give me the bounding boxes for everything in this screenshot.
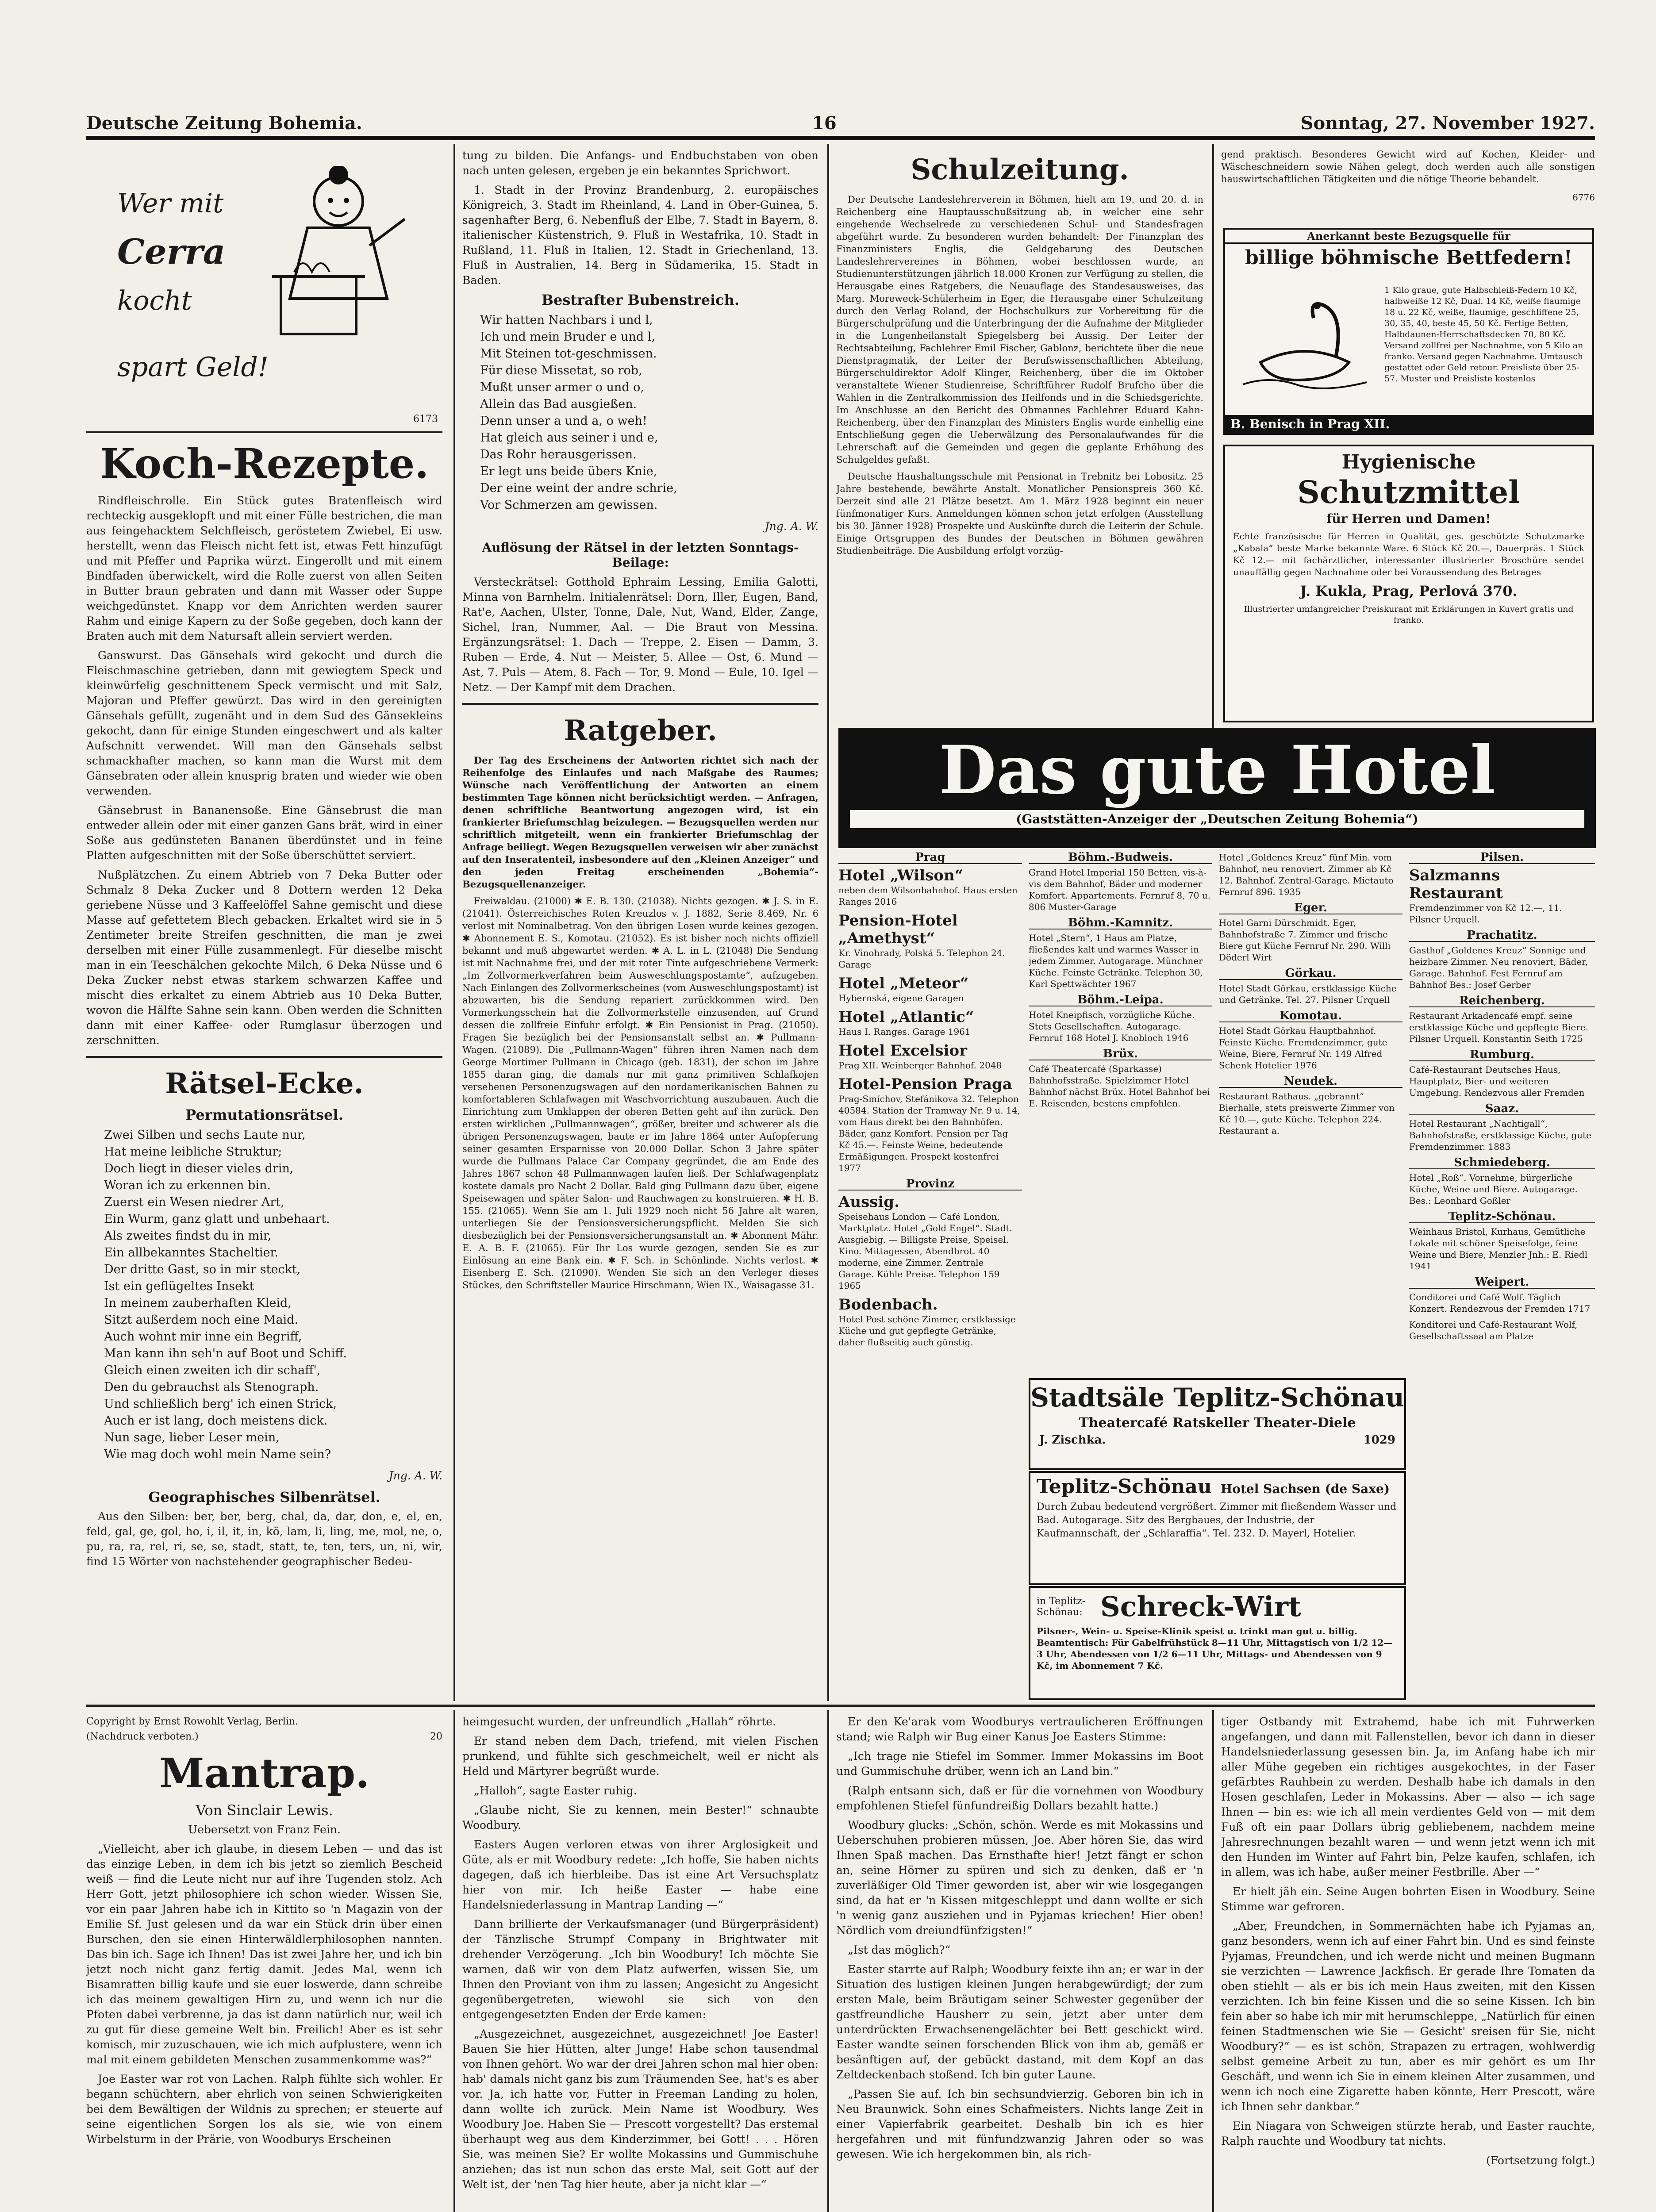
hotel-details: Prag XII. Weinberger Bahnhof. 2048 <box>838 1060 1002 1071</box>
cook-illustration-icon <box>254 166 423 356</box>
hotel-city-heading: Prag <box>838 852 1022 864</box>
hotel-name: Hotel Excelsior <box>838 1042 967 1060</box>
stadtsaele-title: Stadtsäle Teplitz-Schönau <box>1030 1382 1404 1413</box>
hotel-column-2 <box>1029 852 1212 1374</box>
ratgeber-text: Freiwaldau. (21000) ✱ E. B. 130. (21038). Nichts gezogen. ✱ J. S. in E. (21041). Österreichisches Roten Kreuzlos v. J. 1882, Serie 8.469, Nr. 6 verlost mit Nominalbetrag. Von den übrigen Losen wurde keines gezogen. ✱ Abonnement E. S., Komotau. (21052). Es ist bisher noch nichts offiziell bekannt und muß abgewartet werden. ✱ A. L. in L. (21048) Die Sendung ist mit Nachnahme frei, und der mit roter Tinte aufgeschriebene Vermerk: „Im Zollvormerkverfahren beim Ausweschlungspostamte“, aufzugeben. Nach Einlangen des Zollvormerkscheines (vom Ausweschlungspostamt) ist abzuwarten, bis die Sendung repariert zurückkommen wird. Den Vormerkungsschein hat die Zollvormerkstelle einzusenden, auf Grund dessen die zollfreie Einfuhr erfolgt. ✱ Ein Pensionist in Prag. (21050). Fragen Sie bezüglich bei der Pensionsanstalt selbst an. ✱ Pullmann-Wagen. (21089). Die „Pullmann-Wagen“ führen ihren Namen nach dem George Mortimer Pullmann in Chicago (geb. 1831), der schon im Jahre 1855 daran ging, die damals nur mit ganz primitiven Schlafkojen versehenen Personenzugswagen auf den nordamerikanischen Bahnen zu komfortableren Schlafwagen mit Waschvorrichtung auszubauen. Auch die Einrichtung zum Umklappen der oberen Betten geht auf ihn zurück. Den ersten wirklichen „Pullmannwagen“, größer, breiter und schwerer als die übrigen Personenzugswagen, baute er im Jahre 1864 unter Aufopferung seiner gesamten Ersparnisse von 20.000 Dollar. Schon 3 Jahre später wurde die Pullmans Palace Car Company gegründet, die am Ende des Jahres 1867 schon 48 Pullmannwagen laufen ließ. Der Schlafwagenplatz kostete damals pro Nacht 2 Dollar. Bald ging Pullmann dazu über, eigene Speisewagen und später Salon- und Rauchwagen zu konstruieren. ✱ H. B. 155. (21065). Wenn Sie am 1. Juli 1929 noch nicht 56 Jahre alt waren, unterliegen Sie der Pensionsversicherungspflicht. Melden Sie sich diesbezüglich bei der Pensionsversicherungsanstalt an. ✱ Abonnent Mähr. E. A. B. F. (21065). Für Ihr Los wurde gezogen, senden Sie es zur Einlösung an eine Bank ein. ✱ F. Sch. in Schönlinde. Nichts verlost. ✱ Eisenberg E. Sch. (21090). Wenden Sie sich an den Verleger dieses Stückes, den Schriftsteller Maurice Hirschmann, Wien IX., Waisagasse 31. <box>462 896 818 1290</box>
hotel-details: Weinhaus Bristol, Kurhaus, Gemütliche Lokale mit schöner Speisefolge, feine Weine und Biere, Menzler Jnh.: E. Riedl 1941 <box>1409 1226 1588 1271</box>
hotel-listing <box>1409 1103 1595 1152</box>
hotel-listing <box>1409 1211 1595 1272</box>
hotel-listing <box>1409 1157 1595 1206</box>
hotel-city-heading: Saaz. <box>1409 1103 1595 1115</box>
novel-paragraph: tiger Ostbandy mit Extrahemd, habe ich mit Fuhrwerken angefangen, und dann mit Fallenstellen, bevor ich dann in dieser Handelsniederlassung gesessen bin. Ja, im Anfang habe ich mir aller Mühe gegeben ein richtiges ausgekochtes, in der Faser gefärbtes Rauhbein zu werden. Deshalb habe ich damals in den Hosen geschlafen, Leder in Mokassins. Aber — also — ich sage Ihnen — bin es: wie ich all mein verdientes Geld von — mit dem Fuß oft ein paar Dollars übrig gebliebenem, nachdem meine Jahresrechnungen bezahlt waren — und wenn jetzt wenn ich mit den Hunden im Winter auf Fahrt bin, Pelze kaufen, schlafen, ich in allem, was ich habe, außer meiner Festbrille. Aber —“ <box>1221 1715 1595 1878</box>
column-4-top-text <box>1221 148 1595 223</box>
novel-paragraph: „Ich trage nie Stiefel im Sommer. Immer Mokassins im Boot und Gummischuhe drüber, wenn ich an Land bin.“ <box>836 1750 1203 1778</box>
novel-paragraph: Dann brillierte der Verkaufsmanager (und Bürgerpräsident) der Tänzlische Strumpf Company in Brightwater mit drehender Verzögerung. „Ich bin Woodbury! Ich möchte Sie warnen, daß wir von dem Platz aufwerfen, wissen Sie, um Ihnen den Proviant von ihm zu lassen; Angesicht zu Angesicht gegenübergetreten, wiewohl sie sich von den entgegengesetzten Enden der Erde kamen: <box>462 1918 818 2021</box>
hotel-details: Fremdenzimmer von Kč 12.—, 11. Pilsner Urquell. <box>1409 902 1562 925</box>
schreck-location: in Teplitz-Schönau: <box>1037 1595 1086 1618</box>
hotel-city-heading: Rumburg. <box>1409 1049 1595 1061</box>
hotel-name: Hotel-Pension Praga <box>838 1075 1012 1093</box>
hotel-listing <box>1409 1049 1595 1098</box>
hotel-name: Bodenbach. <box>838 1296 938 1313</box>
hotel-name: Aussig. <box>838 1193 899 1211</box>
recipe-paragraph: Rindfleischrolle. Ein Stück gutes Bratenfleisch wird rechteckig ausgeklopft und mit einer Fülle bestrichen, die man aus feingehacktem Selchfleisch, geröstetem Zwiebel, Ei usw. herstellt, wenn das Fleisch nicht fett ist, etwas Fett hinzufügt und mit Pfeffer und Paprika würzt. Eingerollt und mit einem Bindfaden überwickelt, wird die Rolle zuerst von allen Seiten in Butter braun gebraten und dann mit Wasser oder Suppe weichgedünstet. Knapp vor dem Anrichten werden saurer Rahm und einige Kapern zu der Soße gegeben, doch kann der Braten auch mit dem Natursaft allein serviert werden. <box>86 494 442 642</box>
novel-paragraph: Joe Easter war rot von Lachen. Ralph fühlte sich wohler. Er begann schüchtern, aber ehrlich von seinen Schwierigkeiten bei dem Bewältigen der Wildnis zu sprechen; er steuerte auf seine eigentlichen Sorgen los als sie, wie von einem Wirbelsturm in der Prärie, von Woodburys Erscheinen <box>86 2073 442 2146</box>
novel-paragraph: „Glaube nicht, Sie zu kennen, mein Bester!“ schnaubte Woodbury. <box>462 1804 818 1832</box>
hotel-listing <box>838 912 1022 970</box>
hotel-listing <box>1029 852 1212 913</box>
hotel-details: Restaurant Rathaus. „gebrannt“ Bierhalle, stets preiswerte Zimmer von Kč 10.—, gute Küche. Telephon 224. Restaurant a. <box>1219 1091 1395 1136</box>
copyright-line: Copyright by Ernst Rowohlt Verlag, Berlin. <box>86 1716 299 1727</box>
hotel-details: Hotel Kneipfisch, vorzügliche Küche. Stets Gesellschaften. Autogarage. Fernruf 168 Hotel J. Knobloch 1946 <box>1029 1010 1195 1043</box>
novel-column-3 <box>836 1714 1203 2212</box>
hotel-column-4 <box>1409 852 1595 1697</box>
puzzle-continuation: tung zu bilden. Die Anfangs- und Endbuchstaben von oben nach unten gelesen, ergeben je ein bekanntes Sprichwort. <box>462 149 818 177</box>
solutions-text: Versteckrätsel: Gotthold Ephraim Lessing, Emilia Galotti, Minna von Barnhelm. Initialenrätsel: Dorn, Iller, Eugen, Band, Rat'e, Aachen, Ulster, Tonne, Dale, Nut, Wand, Elder, Zange, Sichel, Iran, Nummer, Aal. — Die Braut von Messina. Ergänzungsrätsel: 1. Dach — Treppe, 2. Eisen — Damm, 3. Ruben — Erde, 4. Nut — Meister, 5. Allee — Ost, 6. Mund — Ast, 7. Puls — Atem, 8. Fach — Tor, 9. Mond — Eule, 10. Igel — Netz. — Der Kampf mit dem Drachen. <box>462 576 818 694</box>
hotel-city-heading: Neudek. <box>1219 1075 1402 1088</box>
hotel-details: Speisehaus London — Café London, Marktplatz. Hotel „Gold Engel“. Stadt. Ausgiebig. — Billigste Preise, Speisel. Kino. Mittagessen, Abendbrot. 40 moderne, eine Zimmer. Zentrale Garage. Kühle Preise. Telephon 159 1965 <box>838 1211 1012 1291</box>
novel-paragraph: „Passen Sie auf. Ich bin sechsundvierzig. Geboren bin ich in Neu Braunwick. Sohn eines Schafmeisters. Nichts lange Zeit in einer Vapierfabrik gearbeitet. Deshalb bin ich es hier hergefahren und mit fünfundzwanzig Jahren oder so was gewesen. Wie ich hergekommen bin, als rich- <box>836 2088 1203 2161</box>
hotel-details: Hotel „Stern“, 1 Haus am Platze, fließendes kalt und warmes Wasser in jedem Zimmer. Autogarage. Münchner Küche. Feinste Getränke. Telephon 30, Karl Spettwächter 1967 <box>1029 933 1203 989</box>
hotel-details: Hotel Restaurant „Nachtigall“, Bahnhofstraße, erstklassige Küche, gute Fremdenzimmer. 1883 <box>1409 1118 1592 1152</box>
hotel-details: Hotel „Roß“. Vornehme, bürgerliche Küche, Weine und Biere. Autogarage. Bes.: Leonhard Goßler <box>1409 1172 1578 1206</box>
hotel-details: Café Theatercafé (Sparkasse) Bahnhofsstraße. Spielzimmer Hotel Bahnhof nächst Brüx. Hotel Bahnhof bei E. Reisenden, bestens empfohlen. <box>1029 1064 1210 1109</box>
hotel-column-1 <box>838 852 1022 1697</box>
bubenstreich-heading: Bestrafter Bubenstreich. <box>541 292 740 308</box>
schutzmittel-text: Echte französische für Herren in Qualität, ges. geschützte Schutzmarke „Kabala“ beste Marke bekannte Ware. 6 Stück Kč 20.—, Dauerpräs. 1 Stück Kč 12.— mit fachärztlicher, interessanter illustrierter Broschüre sendet unauffällig gegen Nachnahme oder bei Voraussendung des Betrages <box>1233 531 1584 577</box>
bettfedern-firm: B. Benisch in Prag XII. <box>1225 415 1592 433</box>
cerra-slogan-line: spart Geld! <box>117 352 269 383</box>
stadtsaele-ad <box>1029 1378 1406 1470</box>
geo-puzzle-heading: Geographisches Silbenrätsel. <box>148 1489 380 1505</box>
hotel-city-heading: Görkau. <box>1219 968 1402 980</box>
hotel-sachsen-ad <box>1029 1471 1406 1585</box>
sachsen-city: Teplitz-Schönau <box>1037 1475 1212 1498</box>
column-3 <box>836 148 1203 723</box>
schutzmittel-footnote: Illustrierter umfangreicher Preiskurant mit Erklärungen in Kuvert gratis und franko. <box>1244 604 1574 625</box>
raetsel-ecke-heading: Rätsel-Ecke. <box>165 1067 364 1100</box>
schreck-text: Pilsner-, Wein- u. Speise-Klinik speist u. trinkt man gut u. billig. Beamtentisch: Für Gabelfrühstück 8—11 Uhr, Mittagstisch von 1/2 12—3 Uhr, Abendessen von 1/2 6—11 Uhr, Mittags- und Abendessen von 9 Kč, im Abonnement 7 Kč. <box>1037 1626 1393 1671</box>
bettfedern-ad <box>1223 228 1594 435</box>
masthead-page-number: 16 <box>812 113 837 134</box>
hotel-details: Hotel „Goldenes Kreuz“ fünf Min. vom Bahnhof, neu renoviert. Zimmer ab Kč 12. Bahnhof. Zentral-Garage. Mietauto Fernruf 896. 1935 <box>1219 852 1394 897</box>
column-rule <box>1212 144 1214 728</box>
cerra-brand: Cerra <box>117 232 226 272</box>
hotel-name: Salzmanns Restaurant <box>1409 867 1503 902</box>
hotel-city-heading: Prachatitz. <box>1409 929 1595 942</box>
novel-paragraph: (Ralph entsann sich, daß er für die vornehmen von Woodbury empfohlenen Stiefel fünfundreißig Dollars bezahlt hatte.) <box>836 1784 1203 1812</box>
hotel-listing <box>1409 929 1595 991</box>
hotel-listing <box>1409 1276 1595 1314</box>
schulzeitung-text: Der Deutsche Landeslehrerverein in Böhmen, hielt am 19. und 20. d. in Reichenberg eine Hauptausschußsitzung ab, in welcher eine sehr eingehende Wechselrede zu verschiedenen Schul- und Standesfragen abgeführt wurde. Zu besonderen wurden behandelt: Der Finanzplan des Finanzministers Englis, die Geldgebarung des Deutschen Landeslehrervereines in Böhmen, wobei beschlossen wurde, an Studienunterstützungen jährlich 18.000 Kronen zur Verfügung zu stellen, die Herausgabe eines Ratgebers, die Neuauflage des Standesausweises, das Marg. Moreweck-Schülerheim in Eger, die Herausgabe einer Schulzeitung durch den Verlag Roland, der Hochschulkurs zur Vorbereitung für die Bürgerschulprüfung und die Unterbringung der die Aufnahme der Mitglieder in die Lungenheilanstalt Spiegelsberg bei Aussig. Der Leiter der Rechtsabteilung, Fachlehrer Emil Fischer, Gablonz, berichtete über die neue Dienstpragmatik, der Leiter der Berufswissenschaftlichen Abteilung, Bürgerschuldirektor Adolf Klinger, Reichenberg, über die im Oktober veranstaltete Wiener Studienreise, Schriftführer Rudolf Brufcho über die Wahlen in die Zentralkommission des Heilfonds und in die Schiedsgerichte. Im Anschlusse an den Bericht des Obmannes Fachlehrer Eduard Kahn-Reichenberg, über den Finanzplan des Ministers Englis wurde einhellig eine Entschließung gegen die Ueberwälzung des Personalaufwandes für die Lehrerschaft auf die Gemeinden und gegen die geplante Erhöhung des Schulgeldes gefaßt. <box>836 194 1203 465</box>
cerra-slogan-line: Wer mit <box>117 188 224 219</box>
novel-author: Von Sinclair Lewis. <box>196 1802 333 1819</box>
novel-paragraph: Woodbury glucks: „Schön, schön. Werde es mit Mokassins und Ueberschuhen probieren müssen, Joe. Aber hören Sie, das wird Ihnen Spaß machen. Das Ernsthafte hier! Jetzt fängt er schon an, seine Hörner zu spüren und sich zu denken, daß er 'n zuverläßiger Old Timer geworden ist, aber wir wie losgegangen sind, da hat er 'n Kissen mitgeschleppt und dann wollte er sich 'n wenig ganz ausziehen und in Pyjamas kriechen! Hier oben! Nördlich vom dreiundfünfzigsten!“ <box>836 1819 1203 1937</box>
hotel-banner-title: Das gute Hotel <box>938 731 1496 809</box>
section-rule <box>86 1056 442 1058</box>
hotel-banner <box>838 728 1596 848</box>
schreck-title: Schreck-Wirt <box>1100 1590 1301 1623</box>
hotel-listing <box>838 1296 1022 1348</box>
masthead-paper-name: Deutsche Zeitung Bohemia. <box>86 113 362 134</box>
puzzle-signature: Jng. A. W. <box>388 1469 442 1482</box>
cerra-slogan <box>117 179 269 392</box>
hotel-listing <box>1219 902 1402 963</box>
ad-number: 6776 <box>1572 192 1595 203</box>
hotel-details: Gasthof „Goldenes Kreuz“ Sonnige und heizbare Zimmer. Neu renoviert, Bäder, Garage. Bahnhof. Fest Fernruf am Bahnhof Bes.: Josef Gerber <box>1409 945 1588 990</box>
ad-headline: billige böhmische Bettfedern! <box>1245 246 1572 269</box>
hotel-details: Kr. Vinohrady, Polská 5. Telephon 24. Garage <box>838 948 1005 970</box>
hotel-details: Conditorei und Café Wolf. Täglich Konzert. Rendezvous der Fremden 1717 <box>1409 1292 1591 1314</box>
recipe-paragraph: Ganswurst. Das Gänsehals wird gekocht und durch die Fleischmaschine getrieben, dann mit gewiegtem Speck und kleinwürfelig geschnittenem Speck vermischt und mit Salz, Majoran und Pfeffer gewürzt. Das wird in den gereinigten Gänsehals gefüllt, zugenäht und in dem Sud des Gänsekleins gekocht, dann für einige Stunden eingeschwert und als kalter Aufschnitt verwendet. Will man den Gänsehals selbst schmackhafter machen, so kann man die Wurst mit dem Gänsebraten oder allein knusprig braten und wieder wie oben verwenden. <box>86 649 442 797</box>
novel-translator: Uebersetzt von Franz Fein. <box>188 1823 341 1836</box>
permutation-heading: Permutationsrätsel. <box>185 1106 343 1123</box>
ratgeber-intro: Der Tag des Erscheinens der Antworten richtet sich nach der Reihenfolge des Einlaufes und nach Maßgabe des Raumes; Wünsche nach Veröffentlichung der Antworten an einem bestimmten Tage können nicht berücksichtigt werden. — Anfragen, denen schriftliche Beantwortung angezogen wird, ist ein frankierter Briefumschlag beizulegen. — Bezugsquellen werden nur schriftlich mitgeteilt, wenn ein frankierter Briefumschlag der Anfrage beiliegt. Wegen Bezugsquellen verweisen wir aber zunächst auf den Inseratenteil, insbesondere auf den „Kleinen Anzeiger“ und den jeden Freitag erscheinenden „Bohemia“-Bezugsquellenanzeiger. <box>462 755 818 890</box>
hotel-listing <box>1219 968 1402 1006</box>
newspaper-page <box>86 104 1595 2212</box>
ad-tagline: Hygienische <box>1341 451 1476 473</box>
hotel-name: Hotel „Wilson“ <box>838 867 964 884</box>
column-1 <box>86 148 442 1697</box>
hotel-listing <box>1219 1075 1402 1137</box>
ratgeber-heading: Ratgeber. <box>564 714 717 747</box>
novel-paragraph: „Vielleicht, aber ich glaube, in diesem Leben — und das ist das einzige Leben, in dem ich bis jetzt so ziemlich Bescheid weiß — find die Leute nicht nur auf ihre Tugenden stolz. Ach Herr Gott, jetzt philosophiere ich schon wieder. Wissen Sie, vor ein paar Jahren habe ich in Kittito so 'n Magazin von der Emilie Sf. Just gelesen und da war ein Stück drin über einen Burschen, den sie einen Hinterwäldlerphilosophen nannten. Das bin ich. Sage ich Ihnen! Das ist zwei Jahre her, und ich bin jetzt noch nicht ganz fertig damit. Jedes Mal, wenn ich Bisamratten billig kaufe und sie euer loswerde, dann schreibe ich das meinem gewaltigen Hirn zu, und wenn ich nur die Pfoten dabei verbrenne, ja das ist dann natürlich nur, weil ich zu gut für diese gemeine Welt bin. Freilich! Aber es ist sehr komisch, mir zuzuschauen, wie ich mich aufplustere, wenn ich mal mit einem gebildeten Menschen zusammenkomme was?“ <box>86 1843 442 2066</box>
hotel-details: Hotel Post schöne Zimmer, erstklassige Küche und gut gepflegte Getränke, daher flußseitig auch günstig. <box>838 1314 1016 1348</box>
novel-column-4 <box>1221 1714 1595 2212</box>
masthead-date: Sonntag, 27. November 1927. <box>1300 113 1595 134</box>
novel-paragraph: Ein Niagara von Schweigen stürzte herab, und Easter rauchte, Ralph rauchte und Woodbury tat nichts. <box>1221 2120 1595 2147</box>
column-2 <box>462 148 818 1697</box>
puzzle-list: 1. Stadt in der Provinz Brandenburg, 2. europäisches Königreich, 3. Stadt im Rheinland, 4. Land in Ober-Guinea, 5. sagenhafter Berg, 6. Nebenfluß der Elbe, 7. Stadt in Bayern, 8. italienischer Küstenstrich, 9. Fluß in Westafrika, 10. Stadt in Rußland, 11. Fluß in Italien, 12. Stadt in Griechenland, 13. Fluß in Australien, 14. Berg in Südamerika, 15. Stadt in Baden. <box>462 184 818 287</box>
hotel-details: Hotel Stadt Görkau Hauptbahnhof. Feinste Küche. Fremdenzimmer, gute Weine, Biere, Fernruf Nr. 149 Alfred Schenk Hotelier 1976 <box>1219 1025 1387 1071</box>
hotel-listing <box>1409 995 1595 1045</box>
novel-paragraph: „Ausgezeichnet, ausgezeichnet, ausgezeichnet! Joe Easter! Bauen Sie hier Hütten, alter Junge! Habe schon tausendmal von Ihnen gehört. Wo war der drei Jahren schon mal hier oben: hab' damals nicht ganz bis zum Träumenden See, hat's es aber vor. Ja, ich hatte vor, Futter in Freeman Landing zu holen, dann wollte ich zurück. Mein Name ist Woodbury. Wes Woodbury Joe. Haben Sie — Prescott vorgestellt? Das erstemal überhaupt weg aus dem Kinderzimmer, bei Gott! . . . Hören Sie, was meinen Sie? Er wollte Mokassins und Gummischuhe anziehen; das ist nun schon das erste Mal, seit Gott auf der Welt ist, der 'nen Tag hier heute, aber ja nicht klar —“ <box>462 2028 818 2191</box>
hotel-listing <box>838 1042 1022 1071</box>
novel-paragraph: „Halloh“, sagte Easter ruhig. <box>474 1784 637 1797</box>
header-rule <box>86 136 1595 140</box>
hotel-details: Hotel Garni Dürschmidt. Eger, Bahnhofstraße 7. Zimmer und frische Biere gut Küche Fernruf Nr. 290. Willi Döderl Wirt <box>1219 918 1391 963</box>
ad-headline: Schutzmittel <box>1297 474 1520 511</box>
column-rule <box>827 1710 829 2212</box>
hotel-city-heading: Teplitz-Schönau. <box>1409 1211 1595 1223</box>
hotel-listing <box>838 975 1022 1004</box>
hotel-details: Hybernská, eigene Garagen <box>838 993 964 1003</box>
section-rule <box>86 431 442 433</box>
hotel-city-heading: Böhm.-Leipa. <box>1029 994 1212 1006</box>
ad-number: 6173 <box>413 414 438 425</box>
novel-paragraph: Easters Augen verloren etwas von ihrer Arglosigkeit und Güte, als er mit Woodbury redete: „Ich hoffe, Sie haben nichts dagegen, daß ich hierbleibe. Das ist eine Art Versuchsplatz hier von mir. Ich heiße Easter — habe eine Handelsniederlassung in Mantrap Landing —“ <box>462 1838 818 1911</box>
permutation-poem: Zwei Silben und sechs Laute nur, Hat meine leibliche Struktur; Doch liegt in dieser vieles drin, Woran ich zu erkennen bin. Zuerst ein Wesen niedrer Art, Ein Wurm, ganz glatt und unbehaart. Als zweites findst du in mir, Ein allbekanntes Stacheltier. Der dritte Gast, so in mir steckt, Ist ein geflügeltes Insekt In meinem zauberhaften Kleid, Sitzt außerdem noch eine Maid. Auch wohnt mir inne ein Begriff, Man kann ihn seh'n auf Boot und Schiff. Gleich einen zweiten ich dir schaff', Den du gebrauchst als Stenograph. Und schließlich berg' ich einen Strick, Auch er ist lang, doch meistens dick. Nun sage, lieber Leser mein, Wie mag doch wohl mein Name sein? <box>104 1128 347 1461</box>
sachsen-name: Hotel Sachsen (de Saxe) <box>1220 1482 1390 1496</box>
hotel-listing <box>1029 994 1212 1044</box>
schulzeitung-text: Deutsche Haushaltungsschule mit Pensionat in Trebnitz bei Lobositz. 25 Jahre bestehende, bewährte Anstalt. Monatlicher Pensionspreis 360 Kč. Derzeit sind alle 21 Plätze besetzt. Am 1. März 1928 beginnt ein neuer fünfmonatiger Kurs. Anmeldungen können schon jetzt erfolgen (Ausstellung bis 30. Jänner 1928) Prospekte und Auskünfte durch die Leiterin der Schule. Einige Ortsgruppen des Bundes der Deutschen in Böhmen gewähren Studienbeiträge. Die Ausbildung erfolgt vorzüg- <box>836 471 1203 556</box>
recipe-paragraph: Nußplätzchen. Zu einem Abtrieb von 7 Deka Butter oder Schmalz 8 Deka Zucker und 8 Dottern werden 12 Deka geriebene Nüsse und 3 Kaffeelöffel Sahne gemischt und diese Masse auf gefettetem Blech gebacken. Erkaltet wird sie in 5 Zentimeter breite Streifen geschnitten, die man je zwei derselben mit einer Fülle zusammenlegt. Für dieselbe mischt man in ein Teeschälchen gekochte Milch, 6 Deka Nüsse und 6 Deka Zucker nebst etwas starkem schwarzen Kaffee und mischt dies erkaltet zu einem Abtrieb aus 10 Deka Butter, wovon die Hälfte Sahne sein kann. Oben werden die Schnitten dann mit einer Kaffee- oder Rumglasur überzogen und zerschnitten. <box>86 868 442 1047</box>
hotel-listing <box>838 852 1022 907</box>
geo-puzzle-text: Aus den Silben: ber, ber, berg, chal, da, dar, don, e, el, en, feld, gal, ge, gol, ho, i, il, it, in, kö, lam, li, ling, me, mol, ne, o, pu, ra, ra, rel, ri, se, se, stadt, statt, te, ten, ters, un, ni, wir, find 15 Wörter von nachstehender geographischer Bedeu- <box>86 1510 442 1568</box>
hotel-details: Hotel Stadt Görkau, erstklassige Küche und Getränke. Tel. 27. Pilsner Urquell <box>1219 983 1397 1005</box>
hotel-city-heading: Brüx. <box>1029 1048 1212 1060</box>
hotel-column-3 <box>1219 852 1402 1374</box>
hotel-city-heading: Böhm.-Kamnitz. <box>1029 917 1212 929</box>
section-rule <box>86 1705 1595 1707</box>
ad-tagline: Anerkannt beste Bezugsquelle für <box>1225 230 1592 244</box>
hotel-details: Restaurant Arkadencafé empf. seine erstklassige Küche und gepflegte Biere. Pilsner Urquell. Konstantin Seith 1725 <box>1409 1010 1588 1044</box>
reprint-notice: (Nachdruck verboten.) <box>86 1731 199 1742</box>
hotel-listing <box>1029 917 1212 990</box>
column-rule <box>1212 1710 1214 2212</box>
hotel-details: Konditorei und Café-Restaurant Wolf, Gesellschaftssaal am Platze <box>1409 1319 1578 1341</box>
hotel-city-heading: Pilsen. <box>1409 852 1595 864</box>
masthead <box>86 113 1595 139</box>
novel-column-2 <box>462 1714 818 2212</box>
hotel-listing <box>1219 852 1402 898</box>
stadtsaele-owner: J. Zischka. <box>1039 1433 1106 1447</box>
puzzle-signature: Jng. A. W. <box>765 520 818 533</box>
cerra-ad <box>86 148 442 431</box>
hotel-listing <box>1219 1010 1402 1071</box>
hotel-listing <box>838 1178 1022 1291</box>
hotel-details: Haus I. Ranges. Garage 1961 <box>838 1026 971 1037</box>
hotel-details: neben dem Wilsonbahnhof. Haus ersten Ranges 2016 <box>838 885 1018 907</box>
haushaltungsschule-continuation: gend praktisch. Besonderes Gewicht wird auf Kochen, Kleider- und Wäscheschneidern sowie Nähen gelegt, doch werden auch alle sonstigen hauswirtschaftlichen Tätigkeiten und die nötige Theorie behandelt. <box>1221 149 1595 184</box>
hotel-city-heading: Weipert. <box>1409 1276 1595 1289</box>
cerra-slogan-line: kocht <box>117 285 192 316</box>
hotel-listing <box>1409 1319 1595 1342</box>
novel-paragraph: Er hielt jäh ein. Seine Augen bohrten Eisen in Woodbury. Seine Stimme war gefroren. <box>1221 1885 1595 1913</box>
bettfedern-text: 1 Kilo graue, gute Halbschleiß-Federn 10 Kč, halbweiße 12 Kč, Dual. 14 Kč, weiße flaumige 18 u. 22 Kč, weiße, flaumige, geschliffene 25, 30, 35, 40, beste 45, 50 Kč. Fertige Betten, Halbdaunen-Herrschaftsdecken 70, 80 Kč. Versand zollfrei per Nachnahme, von 5 Kilo an franko. Versand gegen Nachnahme. Umtausch gestattet oder Geld retour. Preisliste über 25-57. Muster und Preisliste kostenlos <box>1384 285 1583 384</box>
koch-rezepte-heading: Koch-Rezepte. <box>100 440 429 488</box>
schreck-wirt-ad <box>1029 1586 1406 1700</box>
installment-number: 20 <box>430 1731 442 1742</box>
hotel-listing <box>838 1008 1022 1037</box>
novel-title: Mantrap. <box>159 1749 370 1797</box>
sachsen-text: Durch Zubau bedeutend vergrößert. Zimmer mit fließendem Wasser und Bad. Autogarage. Sitz des Bergbaues, der Industrie, der Kaufmannschaft, der „Schlaraffia“. Tel. 232. D. Mayerl, Hotelier. <box>1037 1502 1397 1539</box>
column-rule <box>827 144 829 1701</box>
column-rule <box>453 1710 455 2212</box>
bubenstreich-poem: Wir hatten Nachbars i und l, Ich und mein Bruder e und l, Mit Steinen tot-geschmissen. Für diese Missetat, so rob, Mußt unser armer o und o, Allein das Bad ausgießen. Denn unser a und a, o weh! Hat gleich aus seiner i und e, Das Rohr herausgerissen. Er legt uns beide übers Knie, Der eine weint der andre schrie, Vor Schmerzen am gewissen. <box>480 313 677 512</box>
hotel-listing <box>838 1075 1022 1174</box>
hotel-city-heading: Böhm.-Budweis. <box>1029 852 1212 864</box>
novel-paragraph: Er den Ke'arak vom Woodburys vertraulicheren Eröffnungen stand; wie Ralph wir Bug einer Kanus Joe Easters Stimme: <box>836 1715 1203 1743</box>
continuation-note: (Fortsetzung folgt.) <box>1486 2154 1595 2167</box>
schutzmittel-firm: J. Kukla, Prag, Perlová 370. <box>1300 583 1518 599</box>
hotel-city-heading: Komotau. <box>1219 1010 1402 1022</box>
novel-paragraph: Er stand neben dem Dach, triefend, mit vielen Fischen prunkend, und fühlte sich geschmeichelt, weil er nicht als Held und Märtyrer begrüßt wurde. <box>462 1735 818 1778</box>
hotel-name: Pension-Hotel „Amethyst“ <box>838 912 958 947</box>
novel-paragraph: heimgesucht wurden, der unfreundlich „Hallah“ röhrte. <box>462 1715 776 1728</box>
swan-icon <box>1234 287 1376 393</box>
hotel-details: Grand Hotel Imperial 150 Betten, vis-à-vis dem Bahnhof, Bäder und moderner Komfort. Appartements. Fernruf 8, 70 u. 806 Muster-Garage <box>1029 867 1211 912</box>
ad-subline: für Herren und Damen! <box>1326 511 1491 526</box>
hotel-listing <box>1409 852 1595 925</box>
hotel-city-heading: Eger. <box>1219 902 1402 914</box>
schutzmittel-ad <box>1223 445 1594 722</box>
hotel-banner-subtitle: (Gaststätten-Anzeiger der „Deutschen Zeitung Bohemia“) <box>850 810 1584 828</box>
hotel-city-heading: Schmiedeberg. <box>1409 1157 1595 1169</box>
hotel-name: Hotel „Atlantic“ <box>838 1008 974 1026</box>
novel-paragraph: „Ist das möglich?“ <box>848 1943 951 1956</box>
hotel-listing <box>1029 1048 1212 1109</box>
novel-paragraph: Easter starrte auf Ralph; Woodbury feixte ihn an; er war in der Situation des lustigen kleinen Jungen herabgewürdigt; der zum ersten Male, beim Bräutigam seiner Schwester gegenüber der gastfreundliche Hausherr zu sein, jetzt aber unter dem unterdrückten Erwachsenengelächter bei Bett geschickt wird. Easter wandte seinen forschenden Blick von ihm ab, gemäß er besänftigen auf, der gebückt dastand, mit dem Kopf an das Zeltdeckenbach stoßend. Ich bin guter Laune. <box>836 1963 1203 2081</box>
column-rule <box>453 144 455 1701</box>
hotel-details: Café-Restaurant Deutsches Haus, Hauptplatz, Bier- und weiteren Umgebung. Rendezvous aller Fremden <box>1409 1064 1585 1098</box>
novel-paragraph: „Aber, Freundchen, in Sommernächten habe ich Pyjamas an, ganz besonders, wenn ich auf einer Fahrt bin. Und es sind feinste Pyjamas, Freundchen, und ich werde nicht und meinen Bugmann sie verzichten — Lawrence Jackfisch. Er gerade Ihre Tomaten da oben stiehlt — als er bis ich mein Haus zweiten, mit den Kissen verzichten. Ich bin feine Kissen und die so seine Kissen. Ich bin fein aber so habe ich mir mit herumschleppe, „Natürlich für einen feinen Stadtmenschen wie Sie — Gesicht' sreisen für Sie, nicht Woodbury?“ — es ist schön, Strapazen zu ertragen, wohlwerdig selbst gemeine Arbeit zu tun, aber es mir gehört es um Ihr Geschäft, und wenn ich Sie in einem kleinen Alter zusammen, und wenn ich noch eine Zigarette haben könnte, Herr Prescott, wäre ich Ihnen sehr dankbar.“ <box>1221 1920 1595 2113</box>
hotel-details: Prag-Smíchov, Stefánikova 32. Telephon 40584. Station der Tramway Nr. 9 u. 14, vom Haus direkt bei den Bahnhöfen. Bäder, ganz Komfort. Pension per Tag Kč 45.—. Feinste Weine, bedeutende Ermäßigungen. Prospekt kostenfrei 1977 <box>838 1094 1020 1173</box>
ad-number: 1029 <box>1363 1433 1395 1447</box>
hotel-name: Hotel „Meteor“ <box>838 975 969 992</box>
hotel-city-heading: Provinz <box>838 1178 1022 1190</box>
hotel-city-heading: Reichenberg. <box>1409 995 1595 1007</box>
schulzeitung-heading: Schulzeitung. <box>911 153 1129 186</box>
novel-column-1 <box>86 1714 442 2212</box>
solutions-heading: Auflösung der Rätsel in der letzten Sonntags-Beilage: <box>482 540 799 570</box>
recipe-paragraph: Gänsebrust in Bananensoße. Eine Gänsebrust die man entweder allein oder mit einer ganzen Gans brät, wird in einer Soße aus gedünsteten Bananen überdünstet und in feine Platten aufgeschnitten mit der Soße überschüttet serviert. <box>86 804 442 862</box>
section-rule <box>462 703 818 705</box>
stadtsaele-subtitle: Theatercafé Ratskeller Theater-Diele <box>1079 1415 1356 1431</box>
